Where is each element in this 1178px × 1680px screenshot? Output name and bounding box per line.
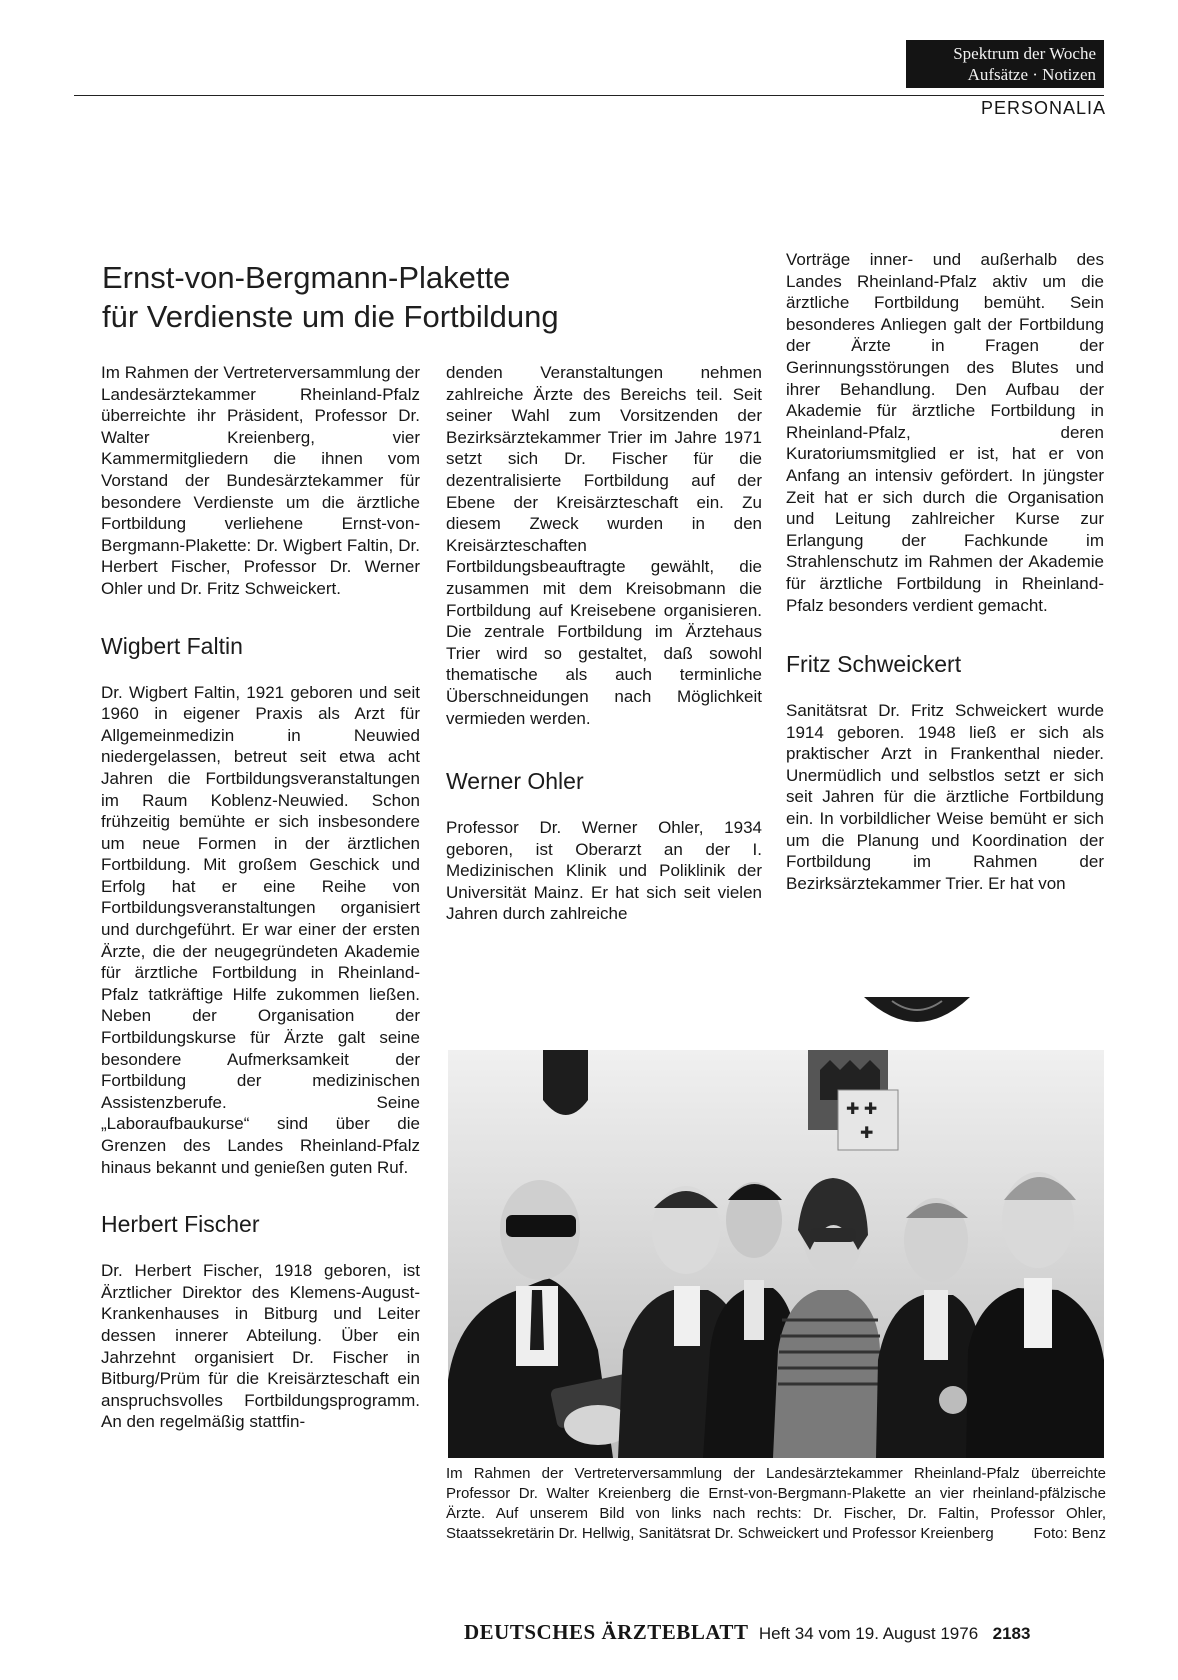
column-2 [446, 362, 762, 925]
article-title [102, 258, 702, 336]
article-title-line1: Ernst-von-Bergmann-Plakette [102, 260, 511, 295]
section-header-box [906, 40, 1104, 88]
column-1 [101, 362, 420, 1433]
photo-credit: Foto: Benz [1033, 1525, 1106, 1542]
header-rule [74, 95, 1104, 96]
section-label: PERSONALIA [980, 98, 1106, 118]
photo-caption [446, 1464, 1106, 1544]
heading-schweickert: Fritz Schweickert [786, 651, 962, 678]
ohler-paragraph-part1: Professor Dr. Werner Ohler, 1934 geboren, ist Oberarzt an der I. Medizinischen Klinik und Poliklinik der Universität Mainz. Er hat sich seit vielen Jahren durch zahlreiche [446, 818, 762, 924]
column-3 [786, 249, 1104, 894]
plaque-medallion-image [862, 997, 972, 1023]
fischer-paragraph-part1: Dr. Herbert Fischer, 1918 geboren, ist Ärztlicher Direktor des Klemens-August-Krankenhauses in Bitburg und Leiter dessen innerer Abteilung. Über ein Jahrzehnt organisiert Dr. Fischer in Bitburg/Prüm für die Kreisärzteschaft ein anspruchsvolles Fortbildungsprogramm. An den regelmäßig stattfin- [101, 1261, 420, 1432]
fischer-paragraph-part2: denden Veranstaltungen nehmen zahlreiche Ärzte des Bereichs teil. Seit seiner Wahl zum Vorsitzenden der Bezirksärztekammer Trier im Jahre 1971 setzt sich Dr. Fischer für die dezentralisierte Fortbildung auf der Ebene der Kreisärzteschaft ein. Zu diesem Zweck wurden in den Kreisärzteschaften Fortbildungsbeauftragte gewählt, die zusammen mit dem Kreisobmann die Fortbildung auf Kreisebene organisieren. Die zentrale Fortbildung im Ärztehaus Trier wird so gestaltet, daß sowohl thematische als auch terminliche Überschneidungen nach Möglichkeit vermieden werden. [446, 363, 762, 728]
intro-paragraph: Im Rahmen der Vertreterversammlung der Landesärztekammer Rheinland-Pfalz überreichte ihr Präsident, Professor Dr. Walter Kreienberg, vier Kammermitgliedern die ihnen vom Vorstand der Bundesärztekammer für besondere Verdienste um die ärztliche Fortbildung verliehene Ernst-von-Bergmann-Plakette: Dr. Wigbert Faltin, Dr. Herbert Fischer, Professor Dr. Werner Ohler und Dr. Fritz Schweickert. [101, 363, 420, 598]
header-box-line2: Aufsätze · Notizen [967, 65, 1096, 84]
ohler-paragraph-part2: Vorträge inner- und außerhalb des Landes Rheinland-Pfalz aktiv um die ärztliche Fortbildung bemüht. Sein besonderes Anliegen galt der Fortbildung der Ärzte in Fragen der Gerinnungsstörungen des Blutes und ihrer Behandlung. Den Aufbau der Akademie für ärztliche Fortbildung in Rheinland-Pfalz, deren Kuratoriumsmitglied er ist, hat er von Anfang an intensiv gefördert. In jüngster Zeit hat er sich durch die Organisation und Leitung zahlreicher Kurse zur Erlangung der Fachkunde im Strahlenschutz im Rahmen der Akademie für ärztliche Fortbildung in Rheinland-Pfalz besonders verdient gemacht. [786, 250, 1104, 615]
heading-fischer: Herbert Fischer [101, 1211, 260, 1238]
heading-ohler: Werner Ohler [446, 768, 584, 795]
award-ceremony-photo [448, 1050, 1104, 1458]
svg-text:✚ ✚: ✚ ✚ [846, 1101, 878, 1118]
group-photo-illustration [448, 1050, 1104, 1458]
svg-text:✚: ✚ [860, 1125, 874, 1142]
issue-info: Heft 34 vom 19. August 1976 [758, 1624, 979, 1643]
schweickert-paragraph: Sanitätsrat Dr. Fritz Schweickert wurde 1914 geboren. 1948 ließ er sich als praktischer Arzt in Frankenthal nieder. Unermüdlich und selbstlos setzt er sich seit Jahren für die ärztliche Fortbildung ein. In vorbildlicher Weise bemüht er sich um die Planung und Koordination der Fortbildung im Rahmen der Bezirksärztekammer Trier. Er hat von [786, 701, 1104, 893]
page-number: 2183 [992, 1624, 1031, 1643]
header-box-line1: Spektrum der Woche [953, 44, 1096, 63]
page-footer [464, 1620, 1104, 1645]
faltin-paragraph: Dr. Wigbert Faltin, 1921 geboren und seit 1960 in eigener Praxis als Arzt für Allgemeinmedizin in Neuwied niedergelassen, betreut seit etwa acht Jahren die Fortbildungsveranstaltungen im Raum Koblenz-Neuwied. Schon frühzeitig bemühte er sich insbesondere um neue Formen in der ärztlichen Fortbildung. Mit großem Geschick und Erfolg hat er eine Reihe von Fortbildungsveranstaltungen organisiert und durchgeführt. Er war einer der ersten Ärzte, die der neugegründeten Akademie für ärztliche Fortbildung in Rheinland-Pfalz tatkräftige Hilfe zukommen ließen. Neben der Organisation der Fortbildungskurse für Ärzte galt seine besondere Aufmerksamkeit der Fortbildung der medizinischen Assistenzberufe. Seine „Laboraufbaukurse“ sind über die Grenzen des Landes Rheinland-Pfalz hinaus bekannt und genießen guten Ruf. [101, 682, 420, 1177]
photo-caption-text: Im Rahmen der Vertreterversammlung der Landesärztekammer Rheinland-Pfalz überreichte Professor Dr. Walter Kreienberg die Ernst-von-Bergmann-Plakette an vier rheinland-pfälzische Ärzte. Auf unserem Bild von links nach rechts: Dr. Fischer, Dr. Faltin, Professor Ohler, Staatssekretärin Dr. Hellwig, Sanitätsrat Dr. Schweickert und Professor Kreienberg [446, 1465, 1106, 1542]
journal-name: DEUTSCHES ÄRZTEBLATT [464, 1620, 749, 1644]
heading-faltin: Wigbert Faltin [101, 632, 243, 659]
article-title-line2: für Verdienste um die Fortbildung [102, 299, 559, 334]
